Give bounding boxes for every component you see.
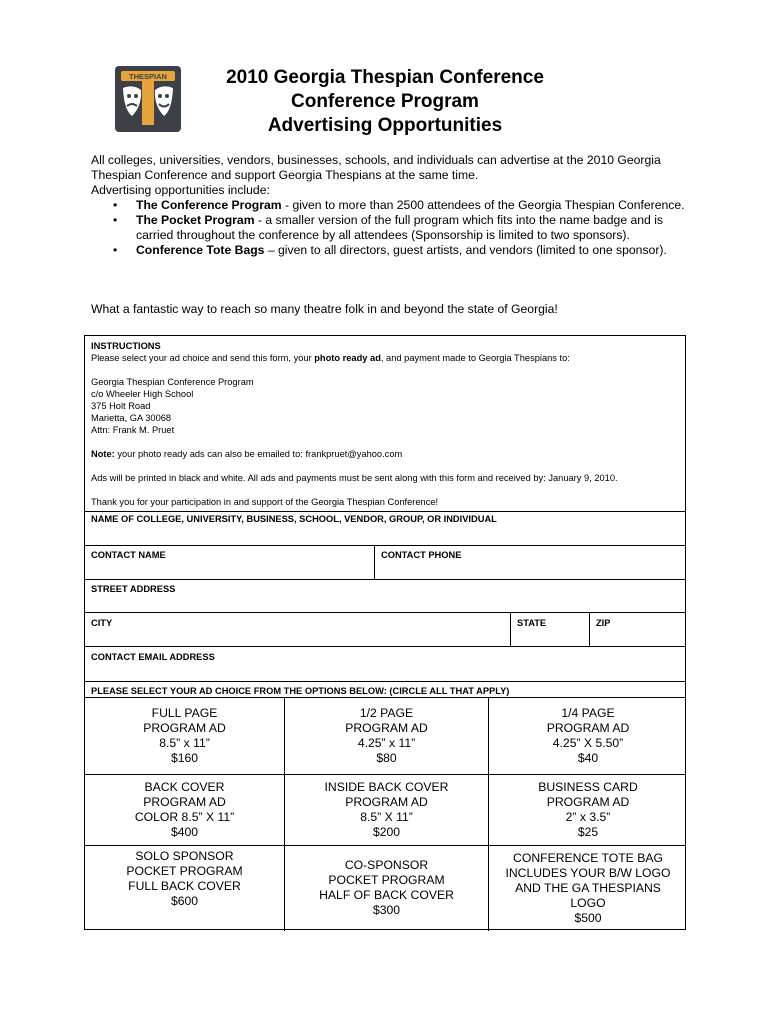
zip-field[interactable] [590, 630, 687, 646]
address-line: Marietta, GA 30068 [91, 413, 172, 423]
option-back-cover[interactable]: BACK COVER PROGRAM AD COLOR 8.5” X 11” $400 [134, 779, 235, 839]
address-line: Georgia Thespian Conference Program [91, 377, 254, 387]
option-co-sponsor[interactable]: CO-SPONSOR POCKET PROGRAM HALF OF BACK COVER $300 [319, 858, 454, 917]
opportunity-list [91, 198, 691, 258]
state-field[interactable] [511, 630, 589, 646]
address-line: Attn: Frank M. Pruet [91, 425, 175, 435]
state-label: STATE [517, 618, 547, 628]
street-address-label: STREET ADDRESS [91, 584, 176, 594]
list-item: • The Conference Program - given to more than 2500 attendees of the Georgia Thespian Conference. [113, 198, 685, 212]
organization-name-field[interactable] [85, 526, 687, 545]
intro-line-1: All colleges, universities, vendors, businesses, schools, and individuals can advertise at the 2010 Georgia [91, 153, 661, 167]
list-item: • Conference Tote Bags – given to all directors, guest artists, and vendors (limited to one sponsor). [113, 243, 667, 257]
instructions-line: Please select your ad choice and send this form, your photo ready ad, and payment made to Georgia Thespians to: [91, 353, 570, 363]
option-quarter-page[interactable]: 1/4 PAGE PROGRAM AD 4.25” X 5.50” $40 [546, 705, 630, 765]
page-title [150, 66, 620, 138]
intro-line-2: Thespian Conference and support Georgia Thespians at the same time. [91, 168, 479, 182]
title-line-3: Advertising Opportunities [267, 115, 503, 136]
street-address-field[interactable] [85, 596, 687, 612]
thanks-note: Thank you for your participation in and support of the Georgia Thespian Conference! [91, 497, 439, 507]
contact-phone-label: CONTACT PHONE [381, 550, 462, 560]
option-full-page[interactable]: FULL PAGE PROGRAM AD 8.5” x 11” $160 [143, 705, 226, 765]
option-half-page[interactable]: 1/2 PAGE PROGRAM AD 4.25” x 11” $80 [345, 705, 428, 765]
order-form [84, 335, 686, 930]
title-line-1: 2010 Georgia Thespian Conference [226, 67, 544, 88]
city-label: CITY [91, 618, 113, 628]
contact-name-field[interactable] [85, 562, 374, 579]
email-note: Note: your photo ready ads can also be emailed to: frankpruet@yahoo.com [91, 449, 403, 459]
print-note: Ads will be printed in black and white. All ads and payments must be sent along with this form and received by: January 9, 2010. [91, 473, 618, 483]
contact-phone-field[interactable] [375, 562, 687, 579]
contact-email-field[interactable] [85, 664, 687, 681]
organization-name-label: NAME OF COLLEGE, UNIVERSITY, BUSINESS, SCHOOL, VENDOR, GROUP, OR INDIVIDUAL [91, 514, 497, 524]
zip-label: ZIP [596, 618, 611, 628]
address-line: c/o Wheeler High School [91, 389, 194, 399]
intro-text [91, 153, 691, 258]
address-line: 375 Holt Road [91, 401, 151, 411]
list-item: • The Pocket Program - a smaller version of the full program which fits into the name badge and is carried throughout the conference by all attendees (Sponsorship is limited to two sponsors). [113, 213, 664, 242]
city-field[interactable] [85, 630, 510, 646]
instructions-heading: INSTRUCTIONS [91, 341, 161, 351]
ad-choice-heading: PLEASE SELECT YOUR AD CHOICE FROM THE OPTIONS BELOW: (CIRCLE ALL THAT APPLY) [91, 686, 510, 696]
logo-text: THESPIAN [129, 72, 167, 81]
contact-email-label: CONTACT EMAIL ADDRESS [91, 652, 215, 662]
intro-line-3: Advertising opportunities include: [91, 183, 270, 197]
option-solo-sponsor[interactable]: SOLO SPONSOR POCKET PROGRAM FULL BACK COVER $600 [126, 849, 243, 908]
instructions-block [91, 340, 681, 508]
option-business-card[interactable]: BUSINESS CARD PROGRAM AD 2” x 3.5” $25 [538, 779, 638, 839]
option-tote-bag[interactable]: CONFERENCE TOTE BAG INCLUDES YOUR B/W LOGO AND THE GA THESPIANS LOGO $500 [505, 850, 671, 925]
title-line-2: Conference Program [291, 91, 479, 112]
closing-text: What a fantastic way to reach so many theatre folk in and beyond the state of Georgia! [91, 302, 558, 316]
contact-name-label: CONTACT NAME [91, 550, 166, 560]
option-inside-back-cover[interactable]: INSIDE BACK COVER PROGRAM AD 8.5” X 11” $200 [324, 779, 449, 839]
